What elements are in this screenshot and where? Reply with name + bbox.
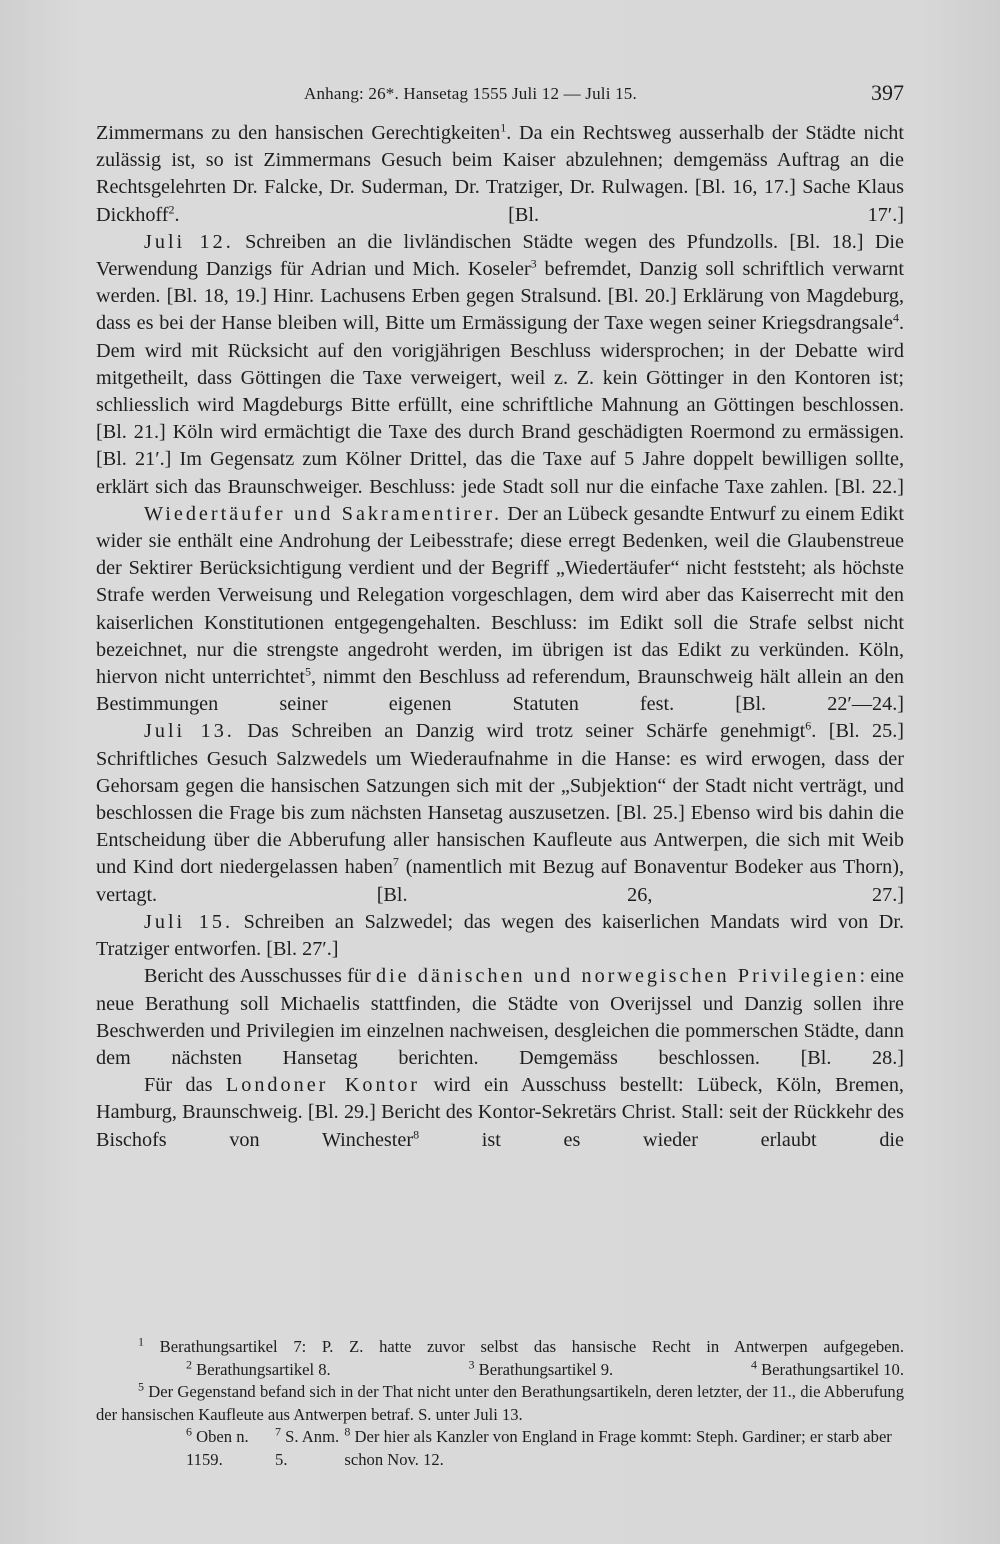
footnote-row-6-8 (96, 1426, 904, 1471)
footnote-ref-3: 3 (530, 256, 537, 271)
footnote-ref-8: 8 (413, 1126, 420, 1141)
footnote-2: $^2$ Berathungsartikel 8. (186, 1357, 331, 1379)
paragraph-1: Zimmermans zu den hansischen Gerechtigkeiten$^1$. Da ein Rechtsweg ausserhalb der Städte nicht zulässig ist, so ist Zimmermans Gesuch beim Kaiser abzulehnen; demgemäss Auftrag an die Rechtsgelehrten Dr. Falcke, Dr. Suderman, Dr. Tratziger, Dr. Rulwagen. [Bl. 16, 17.] Sache Klaus Dickhoff$^2$. [Bl. 17′.] (96, 120, 904, 226)
footnote-ref-6: 6 (805, 718, 812, 733)
footnote-ref-4: 4 (892, 310, 899, 325)
footnote-ref-5: 5 (304, 664, 311, 679)
paragraph-6: Bericht des Ausschusses für die dänischen und norwegischen Privilegien: eine neue Berathung soll Michaelis stattfinden, die Städte von Overijssel und Danzig sollen ihre Beschwerden und Privilegien im einzelnen nachweisen, desgleichen die pommerschen Städte, dann dem nächsten Hansetag berichten. Demgemäss beschlossen. [Bl. 28.] (96, 965, 905, 1069)
page-number: 397 (871, 80, 904, 105)
footnote-ref-2: 2 (168, 201, 175, 216)
footnote-5: $^5$ Der Gegenstand befand sich in der That nicht unter den Berathungsartikeln, deren letzter, der 11., die Abberufung der hansischen Kaufleute aus Antwerpen betraf. S. unter Juli 13. (96, 1379, 904, 1424)
footnote-7: $^7$ S. Anm. 5. (275, 1424, 340, 1469)
footnotes (96, 1336, 904, 1472)
paragraph-4: Juli 13. Das Schreiben an Danzig wird trotz seiner Schärfe genehmigt$^6$. [Bl. 25.] Schriftliches Gesuch Salzwedels um Wiederaufnahme in die Hanse: es wird erwogen, dass der Gehorsam gegen die hansischen Satzungen sich mit der „Subjektion“ der Stadt nicht verträgt, und beschlossen die Frage bis zum nächsten Hansetag auszusetzen. [Bl. 25.] Ebenso wird bis dahin die Entscheidung über die Abberufung aller hansischen Kaufleute aus Antwerpen, die sich mit Weib und Kind dort niedergelassen haben$^7$ (namentlich mit Bezug auf Bonaventur Bodeker aus Thorn), vertagt. [Bl. 26, 27.] (96, 718, 904, 906)
footnote-8-start: $^8$ Der hier als Kanzler von England in Frage kommt: Steph. Gardiner; er starb aber schon Nov. 12. (344, 1424, 892, 1469)
paragraph-3: Wiedertäufer und Sakramentirer. Der an Lübeck gesandte Entwurf zu einem Edikt wider sie enthält eine Androhung der Leibesstrafe; diese erregt Bedenken, weil die Glaubenstreue der Sektirer Berücksichtigung verdient und der Begriff „Wiedertäufer“ nicht feststeht; als höchste Strafe werden Verweisung und Relegation vorgeschlagen, dem wird aber das Kaiserrecht mit den kaiserlichen Konstitutionen entgegengehalten. Beschluss: im Edikt soll die Strafe selbst nicht bezeichnet, nur die strengste angedroht werden, im übrigen ist das Edikt zu verkünden. Köln, hiervon nicht unterrichtet$^5$, nimmt den Beschluss ad referendum, Braunschweig hält allein an den Bestimmungen seiner eigenen Statuten fest. [Bl. 22′—24.] (96, 502, 905, 716)
footnote-4: $^4$ Berathungsartikel 10. (750, 1357, 904, 1379)
date-heading-juli-15: Juli 15. (144, 910, 233, 933)
date-heading-juli-13: Juli 13. (144, 720, 235, 743)
paragraph-5: Juli 15. Schreiben an Salzwedel; das wegen des kaiserlichen Mandats wird von Dr. Tratziger entworfen. [Bl. 27′.] (96, 910, 904, 961)
main-text (96, 120, 904, 1154)
page-header (96, 80, 904, 110)
footnote-row-2-4 (96, 1359, 904, 1382)
paragraph-2: Juli 12. Schreiben an die livländischen Städte wegen des Pfundzolls. [Bl. 18.] Die Verwendung Danzigs für Adrian und Mich. Koseler$^3$ befremdet, Danzig soll schriftlich verwarnt werden. [Bl. 18, 19.] Hinr. Lachusens Erben gegen Stralsund. [Bl. 20.] Erklärung von Magdeburg, dass es bei der Hanse bleiben will, Bitte um Ermässigung der Taxe wegen seiner Kriegsdrangsale$^4$. Dem wird mit Rücksicht auf den vorigjährigen Beschluss widersprochen; in der Debatte wird mitgetheilt, dass Göttingen die Taxe verweigert, weil z. Z. kein Göttinger in den Kontoren ist; schliesslich wird Magdeburgs Bitte erfüllt, eine schriftliche Mahnung an Göttingen beschlossen. [Bl. 21.] Köln wird ermächtigt die Taxe des durch Brand geschädigten Roermond zu ermässigen. [Bl. 21′.] Im Gegensatz zum Kölner Drittel, das die Taxe auf 5 Jahre doppelt bewilligen sollte, erklärt sich das Braunschweiger. Beschluss: jede Stadt soll nur die einfache Taxe zahlen. [Bl. 22.] (96, 230, 904, 498)
topic-heading-wiedertaeufer: Wiedertäufer und Sakramentirer. (144, 502, 503, 525)
footnote-ref-7: 7 (392, 854, 399, 869)
footnote-3: $^3$ Berathungsartikel 9. (468, 1357, 614, 1379)
paragraph-7: Für das Londoner Kontor wird ein Ausschuss bestellt: Lübeck, Köln, Bremen, Hamburg, Braunschweig. [Bl. 29.] Bericht des Kontor-Sekretärs Christ. Stall: seit der Rückkehr des Bischofs von Winchester$^8$ ist es wieder erlaubt die (96, 1074, 905, 1151)
footnote-6: $^6$ Oben n. 1159. (186, 1424, 249, 1469)
running-title: Anhang: 26*. Hansetag 1555 Juli 12 — Juli 15. (304, 84, 637, 103)
topic-heading-privilegien: die dänischen und norwegischen Privilegien (375, 965, 860, 988)
footnote-1: $^1$ Berathungsartikel 7: P. Z. hatte zuvor selbst das hansische Recht in Antwerpen aufgegeben. (138, 1334, 904, 1356)
date-heading-juli-12: Juli 12. (144, 230, 234, 253)
footnote-ref-1: 1 (500, 120, 507, 135)
topic-heading-londoner-kontor: Londoner Kontor (225, 1074, 421, 1097)
